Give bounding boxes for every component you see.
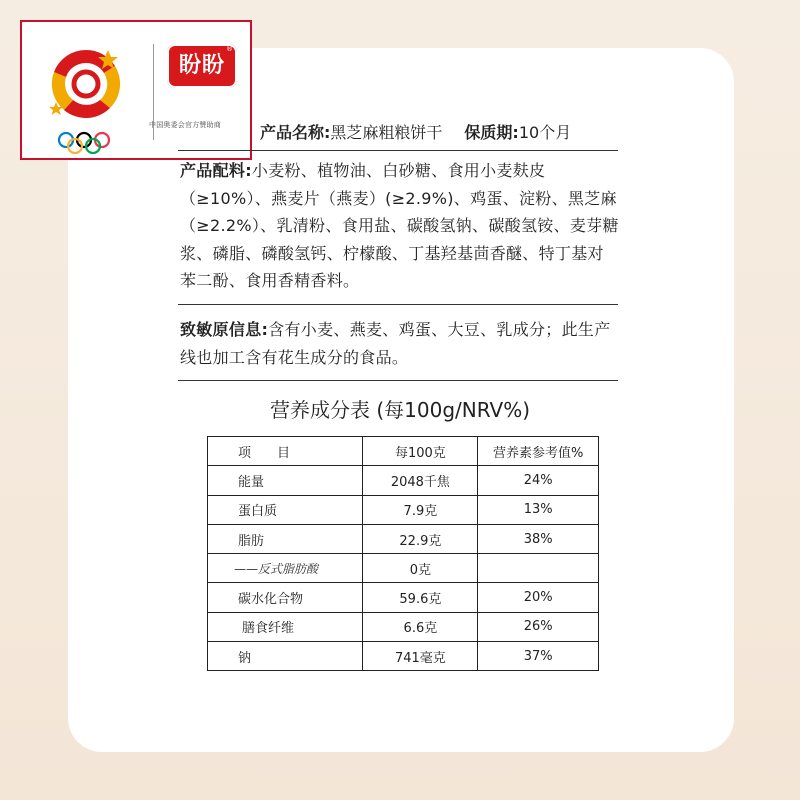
nutrient-nrv: 38% <box>478 524 599 553</box>
ingredients-text: 小麦粉、植物油、白砂糖、食用小麦麸皮（≥10%）、燕麦片（燕麦）(≥2.9%)、鸡蛋、淀粉、黑芝麻（≥2.2%）、乳清粉、食用盐、碳酸氢钠、碳酸氢铵、麦芽糖浆、磷脂、磷酸氢钙、柠檬酸、丁基羟基茴香醚、特丁基对苯二酚、食用香精香料。 <box>180 161 619 290</box>
brand-logo-box <box>20 20 252 160</box>
olympic-emblem-icon <box>40 42 136 154</box>
brand-name: 盼盼 <box>178 53 225 78</box>
ingredients-label: 产品配料: <box>180 161 252 180</box>
nutrient-amount: 0克 <box>363 554 478 583</box>
table-row <box>208 642 599 671</box>
nutrient-name: 钠 <box>208 642 363 671</box>
table-row <box>208 554 599 583</box>
header-item: 项 目 <box>208 437 363 466</box>
nutrition-table <box>207 436 599 671</box>
shelf-life-label: 保质期: <box>464 123 519 142</box>
nutrient-name: 碳水化合物 <box>208 583 363 612</box>
nutrient-name: 膳食纤维 <box>208 612 363 641</box>
nutrient-amount: 22.9克 <box>363 524 478 553</box>
table-header-row <box>208 437 599 466</box>
product-name-value: 黑芝麻粗粮饼干 <box>330 123 443 142</box>
nutrient-amount: 2048千焦 <box>363 466 478 495</box>
shelf-life-value: 10个月 <box>518 123 572 142</box>
nutrient-name: 蛋白质 <box>208 495 363 524</box>
divider-line <box>178 380 618 381</box>
allergen-block <box>180 316 620 372</box>
product-info-line <box>260 120 571 143</box>
nutrition-title: 营养成分表 (每100g/NRV%) <box>269 398 531 422</box>
sponsor-text: 中国奥委会官方赞助商 <box>149 121 221 129</box>
nutrient-amount: 7.9克 <box>363 495 478 524</box>
header-nrv: 营养素参考值% <box>478 437 599 466</box>
olympic-rings-icon <box>59 133 109 153</box>
table-row <box>208 583 599 612</box>
table-row <box>208 524 599 553</box>
ingredients-block <box>180 157 620 295</box>
nutrient-amount: 741毫克 <box>363 642 478 671</box>
nutrient-nrv: 26% <box>478 612 599 641</box>
nutrient-amount: 6.6克 <box>363 612 478 641</box>
nutrient-nrv <box>478 554 599 583</box>
product-name-label: 产品名称: <box>260 123 331 142</box>
registered-mark: ® <box>226 45 234 53</box>
table-row <box>208 466 599 495</box>
nutrient-nrv: 37% <box>478 642 599 671</box>
nutrient-nrv: 24% <box>478 466 599 495</box>
nutrient-nrv: 13% <box>478 495 599 524</box>
nutrient-amount: 59.6克 <box>363 583 478 612</box>
nutrient-name: ——反式脂肪酸 <box>208 554 363 583</box>
allergen-text: 含有小麦、燕麦、鸡蛋、大豆、乳成分；此生产线也加工含有花生成分的食品。 <box>180 320 611 367</box>
brand-logo <box>167 44 237 88</box>
header-per-100g: 每100克 <box>363 437 478 466</box>
divider-line <box>178 150 618 151</box>
nutrient-name: 脂肪 <box>208 524 363 553</box>
divider-line <box>178 304 618 305</box>
nutrient-nrv: 20% <box>478 583 599 612</box>
nutrient-name: 能量 <box>208 466 363 495</box>
table-row <box>208 612 599 641</box>
allergen-label: 致敏原信息: <box>180 320 269 339</box>
table-row <box>208 495 599 524</box>
